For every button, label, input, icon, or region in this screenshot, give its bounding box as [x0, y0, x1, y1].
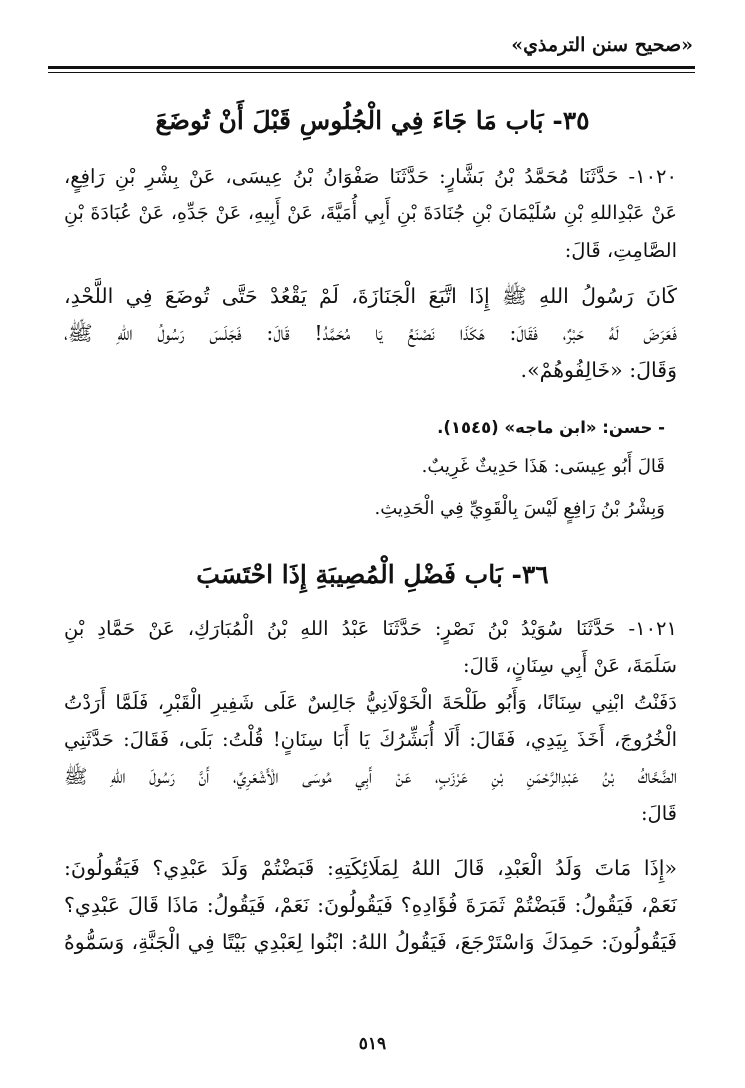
header-rule-thick [48, 66, 695, 69]
narrative-1021-line-1: دَفَنْتُ ابْنِي سِنَانًا، وَأَبُو طَلْحَةَ الْخَوْلَانِيُّ جَالِسٌ عَلَى شَفِيرِ الْقَبْرِ، فَلَمَّا أَرَدْتُ [64, 691, 677, 714]
narrative-1021-line-4: قَالَ: [640, 802, 677, 825]
hadith-1021-quote [64, 850, 677, 961]
hadith-1021-line-1: ١٠٢١- حَدَّثَنَا سُوَيْدُ بْنُ نَصْرٍ: حَدَّثَنَا عَبْدُ اللهِ بْنُ الْمُبَارَكِ، عَنْ حَمَّادِ بْنِ [64, 617, 677, 640]
hadith-1020-isnad [64, 158, 677, 269]
grading-1020: - حسن: «ابن ماجه» (١٥٤٥). [437, 418, 665, 437]
narrative-1021-line-3: الضَّحَّاكُ بْنُ عَبْدِالرَّحْمَنِ بْنِ عَرْزَبٍ، عَنْ أَبِي مُوسَى الْأَشْعَرِيِّ، أَنَّ رَسُولَ اللهِ ﷺ [64, 765, 677, 788]
matn-1020-line-1: كَانَ رَسُولُ اللهِ ﷺ إِذَا اتَّبَعَ الْجَنَازَةَ، لَمْ يَقْعُدْ حَتَّى تُوضَعَ فِي اللَّحْدِ، [64, 284, 677, 308]
narrative-1021-line-2: الْخُرُوجَ، أَخَذَ بِيَدِي، فَقَالَ: أَلَا أُبَشِّرُكَ يَا أَبَا سِنَانٍ! قُلْتُ: بَلَى، فَقَالَ: حَدَّثَنِي [64, 728, 677, 751]
page-number: ٥١٩ [358, 1034, 387, 1054]
abu-isa-note: قَالَ أَبُو عِيسَى: هَذَا حَدِيثٌ غَرِيبٌ. [421, 456, 665, 477]
hadith-1021-narrative [64, 684, 677, 832]
hadith-1020-line-2: عَنْ عَبْدِاللهِ بْنِ سُلَيْمَانَ بْنِ جُنَادَةَ بْنِ أَبِي أُمَيَّةَ، عَنْ أَبِيهِ، عَنْ جَدِّهِ، عَنْ عُبَادَةَ بْنِ [64, 202, 677, 224]
hadith-1020-matn [64, 278, 677, 389]
quote-1021-line-3: فَيَقُولُونَ: حَمِدَكَ وَاسْتَرْجَعَ، فَيَقُولُ اللهُ: ابْنُوا لِعَبْدِي بَيْتًا فِي الْجَنَّةِ، وَسَمُّوهُ [64, 930, 677, 954]
quote-1021-line-2: نَعَمْ، فَيَقُولُ: قَبَضْتُمْ ثَمَرَةَ فُؤَادِهِ؟ فَيَقُولُونَ: نَعَمْ، فَيَقُولُ: مَاذَا قَالَ عَبْدِي؟ [64, 893, 677, 917]
chapter-36-title: ٣٦- بَاب فَضْلِ الْمُصِيبَةِ إِذَا احْتَسَبَ [196, 560, 549, 589]
chapter-35-title: ٣٥- بَاب مَا جَاءَ فِي الْجُلُوسِ قَبْلَ أَنْ تُوضَعَ [155, 106, 590, 135]
bishr-note: وَبِشْرُ بْنُ رَافِعٍ لَيْسَ بِالْقَوِيِّ فِي الْحَدِيثِ. [374, 498, 665, 519]
quote-1021-line-1: «إِذَا مَاتَ وَلَدُ الْعَبْدِ، قَالَ اللهُ لِمَلَائِكَتِهِ: قَبَضْتُمْ وَلَدَ عَبْدِي؟ فَيَقُولُونَ: [64, 856, 677, 880]
matn-1020-line-3: وَقَالَ: «خَالِفُوهُمْ». [520, 358, 677, 382]
hadith-1021-line-2: سَلَمَةَ، عَنْ أَبِي سِنَانٍ، قَالَ: [463, 654, 677, 677]
running-head: «صحيح سنن الترمذي» [511, 34, 693, 56]
hadith-1020-line-1: ١٠٢٠- حَدَّثَنَا مُحَمَّدُ بْنُ بَشَّارٍ: حَدَّثَنَا صَفْوَانُ بْنُ عِيسَى، عَنْ بِشْرِ بْنِ رَافِعٍ، [64, 165, 677, 188]
matn-1020-line-2: فَعَرَضَ لَهُ حَبْرٌ، فَقَالَ: هَكَذَا نَصْنَعُ يَا مُحَمَّدُ! قَالَ: فَجَلَسَ رَسُولُ اللهِ ﷺ، [64, 321, 677, 345]
header-rule-thin [48, 72, 695, 73]
hadith-1020-line-3: الصَّامِتِ، قَالَ: [564, 239, 677, 262]
hadith-1021-isnad [64, 610, 677, 684]
